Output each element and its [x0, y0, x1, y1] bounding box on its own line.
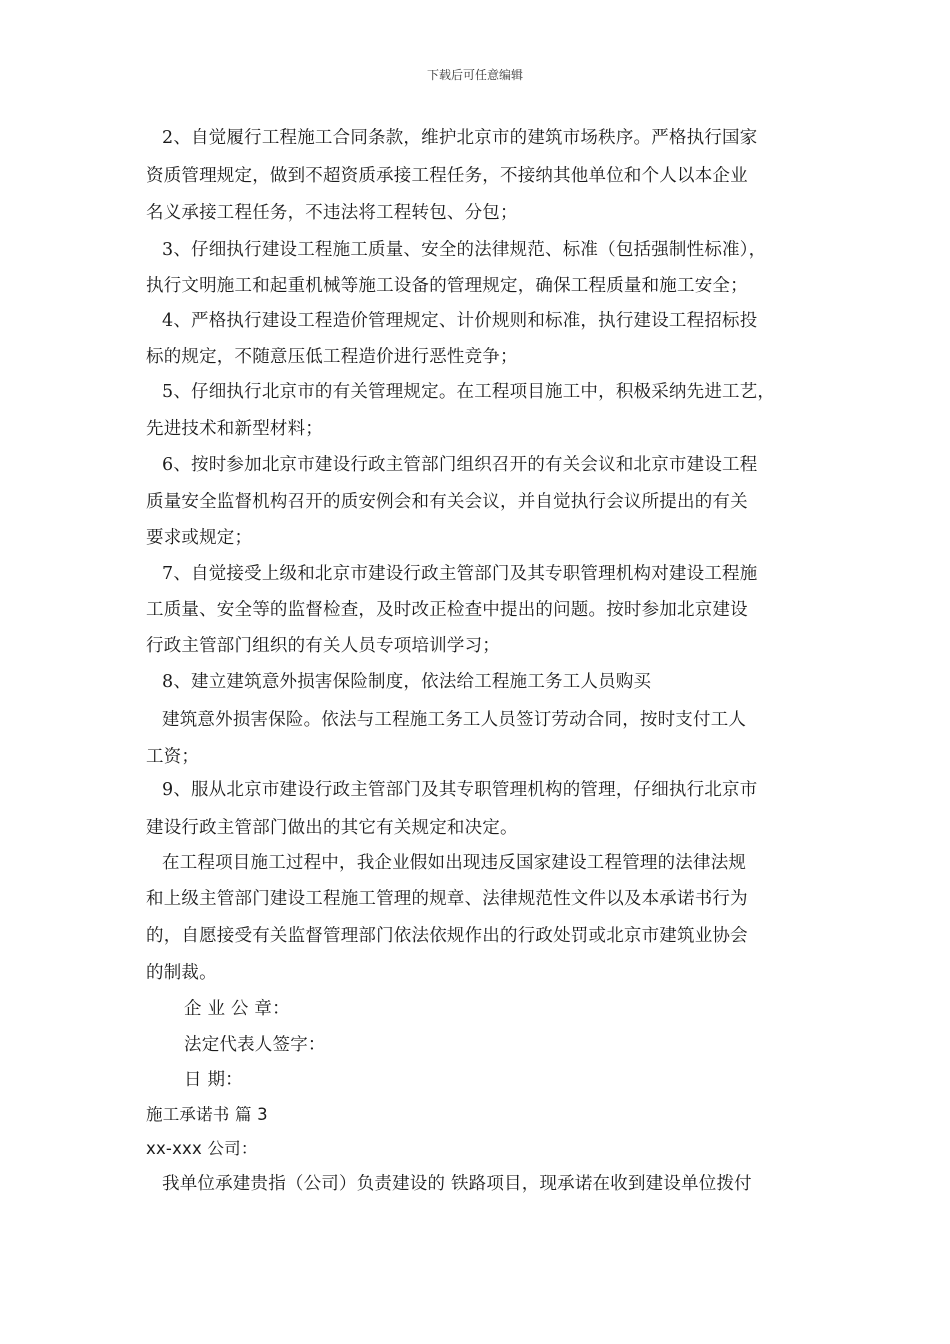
paragraph-line: 建设行政主管部门做出的其它有关规定和决定。: [146, 818, 518, 838]
paragraph-line: 执行文明施工和起重机械等施工设备的管理规定，确保工程质量和施工安全；: [146, 276, 748, 296]
paragraph-line: 3、仔细执行建设工程施工质量、安全的法律规范、标准（包括强制性标准），: [162, 240, 767, 260]
paragraph-line: 在工程项目施工过程中，我企业假如出现违反国家建设工程管理的法律法规: [162, 853, 747, 873]
signature-label: 法定代表人签字：: [184, 1035, 326, 1055]
paragraph-line: 7、自觉接受上级和北京市建设行政主管部门及其专职管理机构对建设工程施: [162, 564, 758, 584]
date-label: 日 期：: [184, 1070, 243, 1090]
paragraph-line: 9、服从北京市建设行政主管部门及其专职管理机构的管理，仔细执行北京市: [162, 780, 758, 800]
paragraph-line: 先进技术和新型材料；: [146, 419, 323, 439]
paragraph-line: 标的规定，不随意压低工程造价进行恶性竞争；: [146, 347, 518, 367]
paragraph-line: 要求或规定；: [146, 528, 253, 548]
paragraph-line: 资质管理规定，做到不超资质承接工程任务，不接纳其他单位和个人以本企业: [146, 166, 748, 186]
paragraph-line: 建筑意外损害保险。依法与工程施工务工人员签订劳动合同，按时支付工人: [162, 710, 747, 730]
paragraph-line: 8、建立建筑意外损害保险制度，依法给工程施工务工人员购买: [162, 672, 652, 692]
paragraph-line: 和上级主管部门建设工程施工管理的规章、法律规范性文件以及本承诺书行为: [146, 889, 748, 909]
paragraph-line: 2、自觉履行工程施工合同条款，维护北京市的建筑市场秩序。严格执行国家: [162, 128, 758, 148]
paragraph-line: 质量安全监督机构召开的质安例会和有关会议，并自觉执行会议所提出的有关: [146, 492, 748, 512]
paragraph-line: 的，自愿接受有关监督管理部门依法依规作出的行政处罚或北京市建筑业协会: [146, 926, 748, 946]
paragraph-line: 工资；: [146, 747, 200, 767]
addressee: xx-xxx 公司：: [146, 1139, 258, 1158]
paragraph-line: 4、严格执行建设工程造价管理规定、计价规则和标准，执行建设工程招标投: [162, 311, 758, 331]
paragraph-line: 5、仔细执行北京市的有关管理规定。在工程项目施工中，积极采纳先进工艺，: [162, 382, 776, 402]
paragraph-line: 的制裁。: [146, 963, 217, 983]
paragraph-line: 名义承接工程任务，不违法将工程转包、分包；: [146, 203, 518, 223]
section-title: 施工承诺书 篇 3: [146, 1105, 268, 1124]
paragraph-line: 工质量、安全等的监督检查，及时改正检查中提出的问题。按时参加北京建设: [146, 600, 748, 620]
paragraph-line: 我单位承建贵指（公司）负责建设的 铁路项目，现承诺在收到建设单位拨付: [162, 1174, 752, 1194]
seal-label: 企 业 公 章：: [184, 999, 290, 1019]
page-header-note: 下载后可任意编辑: [426, 68, 523, 82]
paragraph-line: 行政主管部门组织的有关人员专项培训学习；: [146, 636, 500, 656]
paragraph-line: 6、按时参加北京市建设行政主管部门组织召开的有关会议和北京市建设工程: [162, 455, 758, 475]
